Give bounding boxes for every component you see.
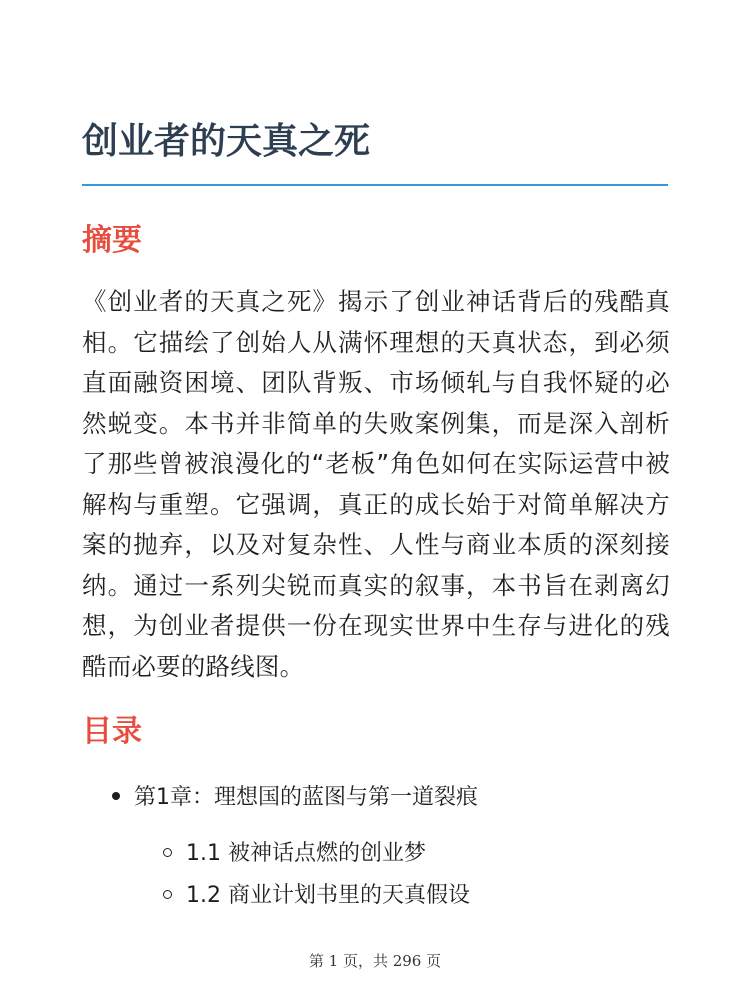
bullet-circle-icon: [163, 890, 172, 899]
toc-chapter-1[interactable]: [112, 778, 478, 818]
title-divider: [82, 184, 668, 186]
document-title: 创业者的天真之死: [82, 121, 371, 162]
abstract-heading: 摘要: [82, 223, 142, 258]
page-number-footer: 第 1 页，共 296 页: [308, 952, 442, 970]
toc-heading: 目录: [82, 714, 142, 749]
toc-section-1-1[interactable]: [163, 834, 426, 874]
abstract-body: 《创业者的天真之死》揭示了创业神话背后的残酷真相。它描绘了创始人从满怀理想的天真状态，到必须直面融资困境、团队背叛、市场倾轧与自我怀疑的必然蜕变。本书并非简单的失败案例集，而是深入剖析了那些曾被浪漫化的“老板”角色如何在实际运营中被解构与重塑。它强调，真正的成长始于对简单解决方案的抛弃，以及对复杂性、人性与商业本质的深刻接纳。通过一系列尖锐而真实的叙事，本书旨在剥离幻想，为创业者提供一份在现实世界中生存与进化的残酷而必要的路线图。: [82, 287, 670, 681]
bullet-disc-icon: [112, 792, 120, 800]
toc-chapter-label: 第1章：理想国的蓝图与第一道裂痕: [134, 785, 478, 810]
toc-section-label: 1.2 商业计划书里的天真假设: [186, 883, 470, 908]
toc-section-label: 1.1 被神话点燃的创业梦: [186, 841, 426, 866]
bullet-circle-icon: [163, 848, 172, 857]
toc-section-1-2[interactable]: [163, 876, 470, 916]
